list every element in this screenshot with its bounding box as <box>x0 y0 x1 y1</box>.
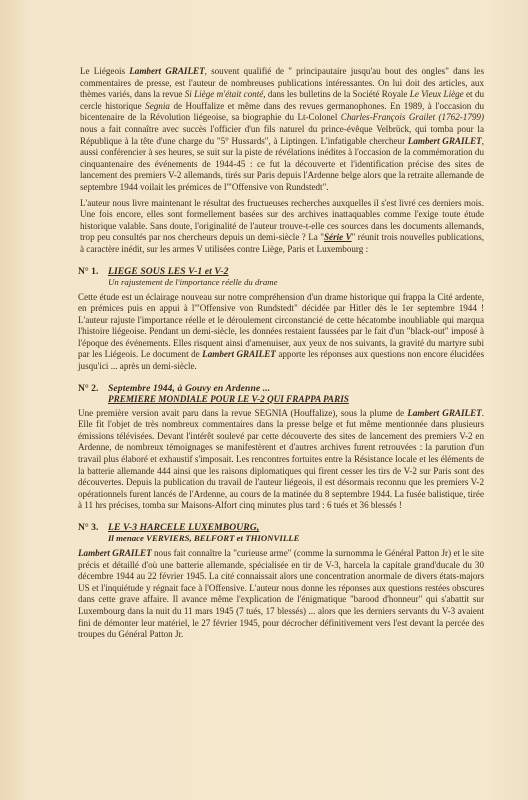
section-3 <box>80 522 484 641</box>
text-run: Cette étude est un éclairage nouveau sur notre compréhension d'un drame historique qui frappa la Cité ardente, en prémices puis en appui à l'"Offensive von Rundstedt" décidée par Hitler dès le 1er septembre 1944 ! L'auteur rajuste l'importance réelle et le déroulement circonstancié de cette hécatombe inoubliable qui marqua l'histoire liégeoise. Pendant un demi-siècle, les données restaient faussées par le fait d'un "black-out" imposé à l'époque des événements. Elles risquent ainsi d'amenuiser, aux yeux de nos suivants, la gravité du martyre subi par les Liégeois. Le document de <box>78 291 484 360</box>
section-number: N° 2. <box>78 382 99 394</box>
section-subtitle: Un rajustement de l'importance réelle du drame <box>108 276 278 287</box>
magazine-title: Si Liège m'était conté <box>184 89 264 100</box>
section-2 <box>80 383 484 512</box>
series-name: Série V <box>323 232 352 243</box>
text-run: " réunit trois nouvelles publications, à caractère inédit, sur les armes V utilisées contre Liège, Paris et Luxembourg : <box>80 232 485 254</box>
author-name: Lambert GRAILET <box>78 548 152 558</box>
section-title: LE V-3 HARCELE LUXEMBOURG, <box>108 522 260 533</box>
intro-paragraph-1 <box>80 66 484 194</box>
text-run: apporte les réponses aux questions non encore élucidées jusqu'ici ... après un demi-siècle. <box>78 349 484 372</box>
author-name: Lambert GRAILET <box>202 349 276 360</box>
section-body <box>78 548 484 641</box>
text-run: nous fait connaître la "curieuse arme" (comme la surnomma le Général Patton Jr) et le site précis et détaillé d'où une batterie allemande, spécialisée en tir de V-3, harcela la capitale grand'ducale du 30 décembre 1944 au 22 février 1945. La cité connaissait alors une concentration anormale de divers états-majors US et l'inquiétude y régnait face à l'Offensive. L'auteur nous donne les réponses aux questions restées obscures dans cette grave affaire. Il avance même l'explication de l'énigmatique "barood d'honneur" qui s'abattit sur Luxembourg dans la nuit du 11 mars 1945 (7 tués, 17 blessés) ... alors que les derniers servants du V-3 avaient fini de démonter leur matériel, le 27 février 1945, pour décrocher définitivement vers l'est devant la percée des troupes du Général Patton Jr. <box>78 548 484 640</box>
intro-paragraph-2 <box>80 198 484 256</box>
section-heading <box>78 383 484 394</box>
text-run: L'auteur nous livre maintenant le résultat des fructueuses recherches auxquelles il s'est livré ces derniers mois. Une fois encore, elles sont formellement basées sur des archives inattaquables comme l'exige toute étude historique valable. Sans doute, l'originalité de l'auteur trouve-t-elle ces sources dans les documents allemands, trop peu consultés par nos chercheurs depuis un demi-siècle ? La " <box>80 197 484 243</box>
section-heading <box>78 522 484 533</box>
segnia-title: Segnia <box>145 100 170 111</box>
section-body <box>78 292 484 373</box>
section-title: Septembre 1944, à Gouvy en Ardenne ... <box>108 382 271 394</box>
text-run: nous a fait connaître avec succès l'officier d'un fils naturel du prince-évêque Velbrück, qui tomba pour la République à la tête d'une charge du "5° Hussards", à Liptingen. L'infatigable chercheur <box>80 123 484 146</box>
author-name: Lambert GRAILET <box>407 407 482 418</box>
text-run: Une première version avait paru dans la revue SEGNIA (Houffalize), sous la plume de <box>78 407 408 418</box>
society-title: Le Vieux Liège <box>409 89 464 100</box>
section-number: N° 1. <box>78 265 99 277</box>
biography-title: Charles-François Grailet (1762-1799) <box>340 112 484 123</box>
section-number: N° 3. <box>78 522 99 533</box>
section-title: LIEGE SOUS LES V-1 et V-2 <box>108 265 229 277</box>
text-run: Le Liégeois <box>80 66 130 76</box>
author-name: Lambert GRAILET <box>407 135 482 146</box>
text-run: . Elle fit l'objet de très nombreux commentaires dans la presse belge et fut même mentionnée dans plusieurs émissions télévisées. Devant l'intérêt soulevé par cette découverte des sites de lancement des premiers V-2 en Ardenne, de nombreux témoignages se manifestèrent et d'autres archives furent retrouvées : la parution d'un travail plus élaboré et exhaustif s'imposait. Les rencontres fortuites entre la Résistance locale et les éléments de la batterie allemande 444 ainsi que les raisons diplomatiques qui firent cesser les tirs de V-2 sur Paris sont des découvertes. Depuis la publication du travail de l'auteur liégeois, il est désormais reconnu que les premiers V-2 opérationnels furent lancés de l'Ardenne, au cours de la matinée du 8 septembre 1944. La fusée balistique, tirée à 11 hrs précises, tomba sur Maisons-Alfort cinq minutes plus tard : 6 tués et 36 blessés ! <box>78 407 484 511</box>
text-run: , souvent qualifié de " principautaire jusqu'au bout des ongles" dans les commentaires de presse, est l'auteur de nombreuses publications intéressantes. On lui doit des articles, aux thèmes variés, dans la revue <box>80 66 485 100</box>
section-heading <box>78 266 484 277</box>
text-run: , dans les bulletins de la Société Royale <box>263 89 410 100</box>
section-subtitle: PREMIERE MONDIALE POUR LE V-2 QUI FRAPPA PARIS <box>108 393 349 404</box>
text-run: et du cercle historique <box>80 89 484 111</box>
section-1 <box>80 266 484 373</box>
author-name: Lambert GRAILET <box>129 66 205 76</box>
text-run: de Houffalize et même dans des revues germanophones. En 1989, à l'occasion du bicentenaire de la Révolution liégeoise, sa biographie du Lt-Colonel <box>80 100 484 123</box>
text-run: , aussi conférencier à ses heures, se suit sur la piste de révélations inédites à l'occasion de la commémoration du cinquantenaire des événements de 1944-45 : ce fut la découverte et l'identification précise des sites de lancement des premiers V-2 allemands, tirés sur Paris depuis l'Ardenne belge alors que la retraite allemande de septembre 1944 voilait les prémices de l'"Offensive von Rundstedt". <box>80 135 484 192</box>
section-body <box>78 408 484 512</box>
section-subtitle: Il menace VERVIERS, BELFORT et THIONVILLE <box>108 533 300 543</box>
